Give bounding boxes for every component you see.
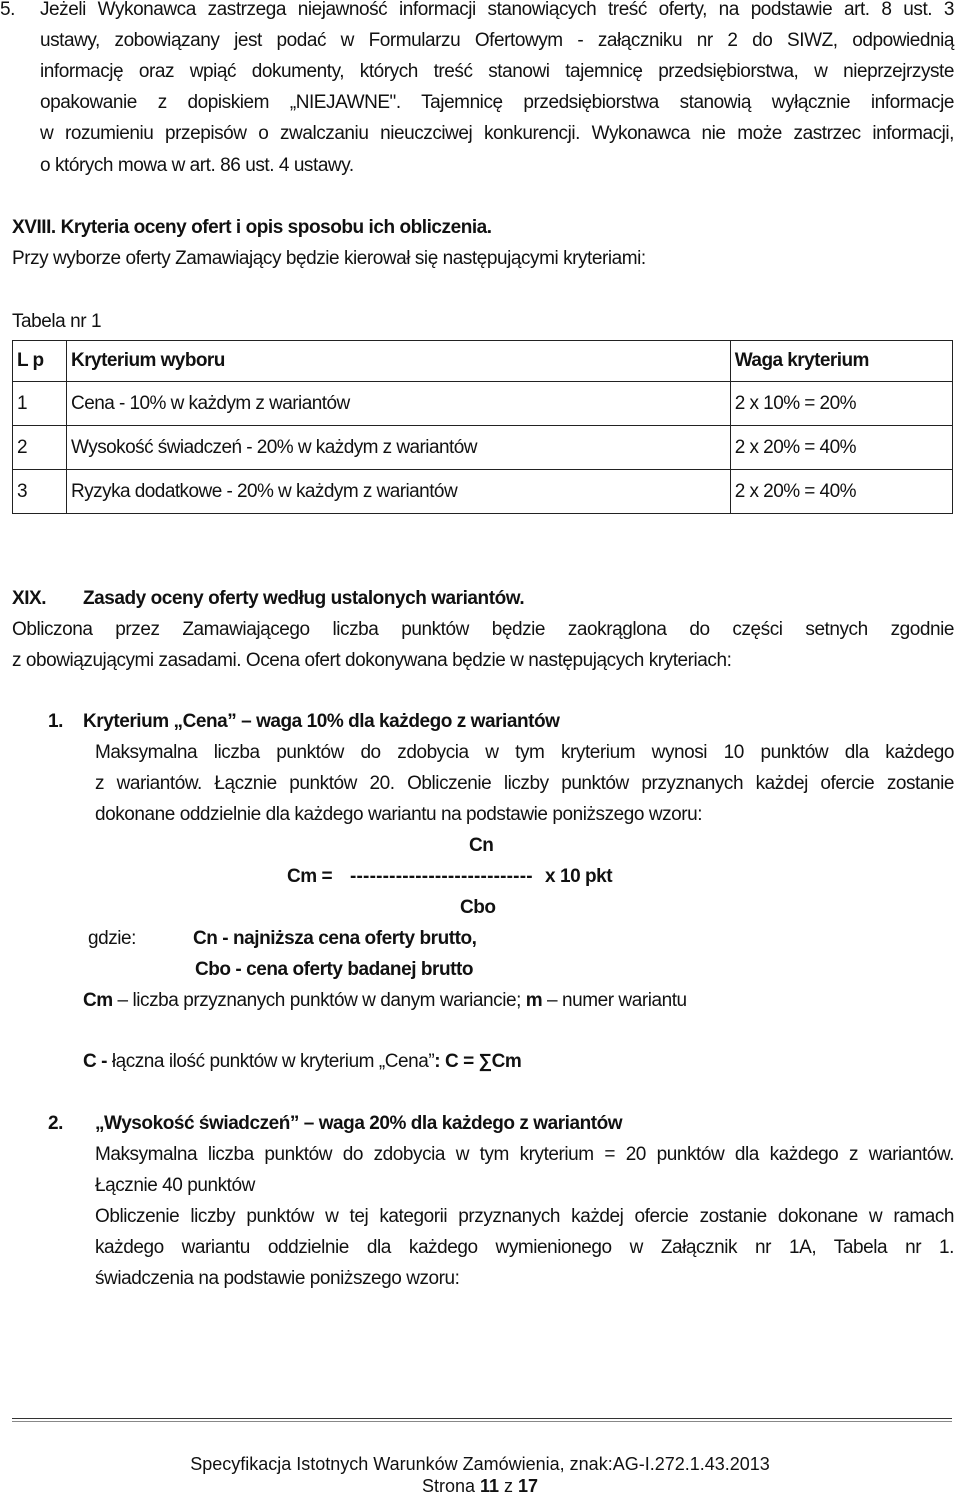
point-5-line-6: o których mowa w art. 86 ust. 4 ustawy. bbox=[40, 155, 354, 176]
table-row bbox=[13, 470, 953, 514]
criterion-2-title: „Wysokość świadczeń” – waga 20% dla każdego z wariantów bbox=[95, 1113, 623, 1134]
total-term: C - bbox=[83, 1051, 107, 1072]
header-criterion: Kryterium wyboru bbox=[67, 341, 731, 382]
criteria-table bbox=[12, 340, 953, 514]
cm-desc: – liczba przyznanych punktów w danym wariancie; bbox=[112, 990, 526, 1011]
where-label: gdzie: bbox=[88, 928, 137, 949]
cell-lp: 3 bbox=[13, 470, 67, 514]
cell-lp: 2 bbox=[13, 426, 67, 470]
criterion-2-line-2: Łącznie 40 punktów bbox=[95, 1175, 255, 1196]
where-cn-desc: - najniższa cena oferty brutto, bbox=[217, 928, 477, 949]
criterion-1-line-2: z wariantów. Łącznie punktów 20. Obliczenie liczby punktów przyznanych każdej ofercie zostanie bbox=[95, 773, 954, 794]
cell-weight: 2 x 20% = 40% bbox=[730, 426, 952, 470]
section-18-heading: XVIII. Kryteria oceny ofert i opis sposobu ich obliczenia. bbox=[12, 217, 492, 238]
table-caption: Tabela nr 1 bbox=[12, 311, 102, 332]
total-formula: : C = ∑Cm bbox=[434, 1051, 522, 1072]
where-cn-line bbox=[193, 923, 476, 954]
page-total: 17 bbox=[518, 1476, 539, 1496]
point-5-line-3: informację oraz wpiąć dokumenty, których treść stanowi tajemnicę przedsiębiorstwa, w nieprzejrzyste bbox=[40, 61, 954, 82]
total-definition bbox=[83, 1046, 521, 1077]
cell-criterion: Wysokość świadczeń - 20% w każdym z wariantów bbox=[67, 426, 731, 470]
section-19-intro-line-2: z obowiązującymi zasadami. Ocena ofert dokonywana będzie w następujących kryteriach: bbox=[12, 650, 732, 671]
cm-definition bbox=[83, 985, 687, 1016]
criterion-2-line-3: Obliczenie liczby punktów w tej kategorii przyznanych każdej ofercie zostanie dokonane w ramach bbox=[95, 1206, 954, 1227]
section-19-title: Zasady oceny oferty według ustalonych wariantów. bbox=[83, 588, 525, 609]
criterion-1-title: Kryterium „Cena” – waga 10% dla każdego z wariantów bbox=[83, 711, 560, 732]
section-19-intro-line-1: Obliczona przez Zamawiającego liczba punktów będzie zaokrąglona do części setnych zgodnie bbox=[12, 619, 954, 640]
criterion-1-line-1: Maksymalna liczba punktów do zdobycia w tym kryterium wynosi 10 punktów dla każdego bbox=[95, 742, 954, 763]
section-18-intro: Przy wyborze oferty Zamawiający będzie kierował się następującymi kryteriami: bbox=[12, 248, 646, 269]
header-lp: L p bbox=[13, 341, 67, 382]
table-row bbox=[13, 426, 953, 470]
point-5-line-5: w rozumieniu przepisów o zwalczaniu nieuczciwej konkurencji. Wykonawca nie może zastrzec informacji, bbox=[40, 123, 954, 144]
cm-term: Cm bbox=[83, 990, 113, 1011]
criterion-2-line-1: Maksymalna liczba punktów do zdobycia w tym kryterium = 20 punktów dla każdego z wariantów. bbox=[95, 1144, 954, 1165]
point-5-line-2: ustawy, zobowiązany jest podać w Formularzu Ofertowym - załączniku nr 2 do SIWZ, odpowiednią bbox=[40, 30, 954, 51]
criterion-1-number: 1. bbox=[48, 711, 63, 732]
formula-rhs: x 10 pkt bbox=[545, 866, 613, 887]
footer-spec: Specyfikacja Istotnych Warunków Zamówienia, znak:AG-I.272.1.43.2013 bbox=[190, 1454, 770, 1474]
cell-criterion: Cena - 10% w każdym z wariantów bbox=[67, 382, 731, 426]
table-header-row bbox=[13, 341, 953, 382]
point-5-line-1: Jeżeli Wykonawca zastrzega niejawność informacji stanowiących treść oferty, na podstawie art. 8 ust. 3 bbox=[40, 0, 954, 20]
footer-page-number bbox=[0, 1474, 960, 1498]
criterion-1-line-3: dokonane oddzielnie dla każdego wariantu na podstawie poniższego wzoru: bbox=[95, 804, 703, 825]
cell-weight: 2 x 20% = 40% bbox=[730, 470, 952, 514]
formula-lhs: Cm = bbox=[287, 866, 333, 887]
cell-criterion: Ryzyka dodatkowe - 20% w każdym z wariantów bbox=[67, 470, 731, 514]
point-5-line-4: opakowanie z dopiskiem „NIEJAWNE". Tajemnicę przedsiębiorstwa stanowią wyłącznie informacje bbox=[40, 92, 954, 113]
page-mid: z bbox=[499, 1476, 519, 1496]
where-cbo-line: Cbo - cena oferty badanej brutto bbox=[195, 959, 474, 980]
total-desc: łączna ilość punktów w kryterium „Cena” bbox=[106, 1051, 435, 1072]
point-5-number: 5. bbox=[0, 0, 15, 20]
table-row bbox=[13, 382, 953, 426]
page-prefix: Strona bbox=[421, 1476, 480, 1496]
formula-fraction-bar: ---------------------------- bbox=[350, 866, 533, 887]
m-term: m bbox=[525, 990, 543, 1011]
header-weight: Waga kryterium bbox=[730, 341, 952, 382]
m-desc: – numer wariantu bbox=[542, 990, 687, 1011]
formula-numerator: Cn bbox=[469, 835, 494, 856]
footer-rule bbox=[12, 1418, 952, 1422]
formula-denominator: Cbo bbox=[460, 897, 496, 918]
cell-lp: 1 bbox=[13, 382, 67, 426]
page-current: 11 bbox=[479, 1476, 500, 1496]
section-19-number: XIX. bbox=[12, 588, 47, 609]
criterion-2-line-4: każdego wariantu oddzielnie dla każdego wymienionego w Załącznik nr 1A, Tabela nr 1. bbox=[95, 1237, 954, 1258]
where-cn-term: Cn bbox=[193, 928, 218, 949]
criterion-2-number: 2. bbox=[48, 1113, 63, 1134]
cell-weight: 2 x 10% = 20% bbox=[730, 382, 952, 426]
criterion-2-line-5: świadczenia na podstawie poniższego wzoru: bbox=[95, 1268, 460, 1289]
